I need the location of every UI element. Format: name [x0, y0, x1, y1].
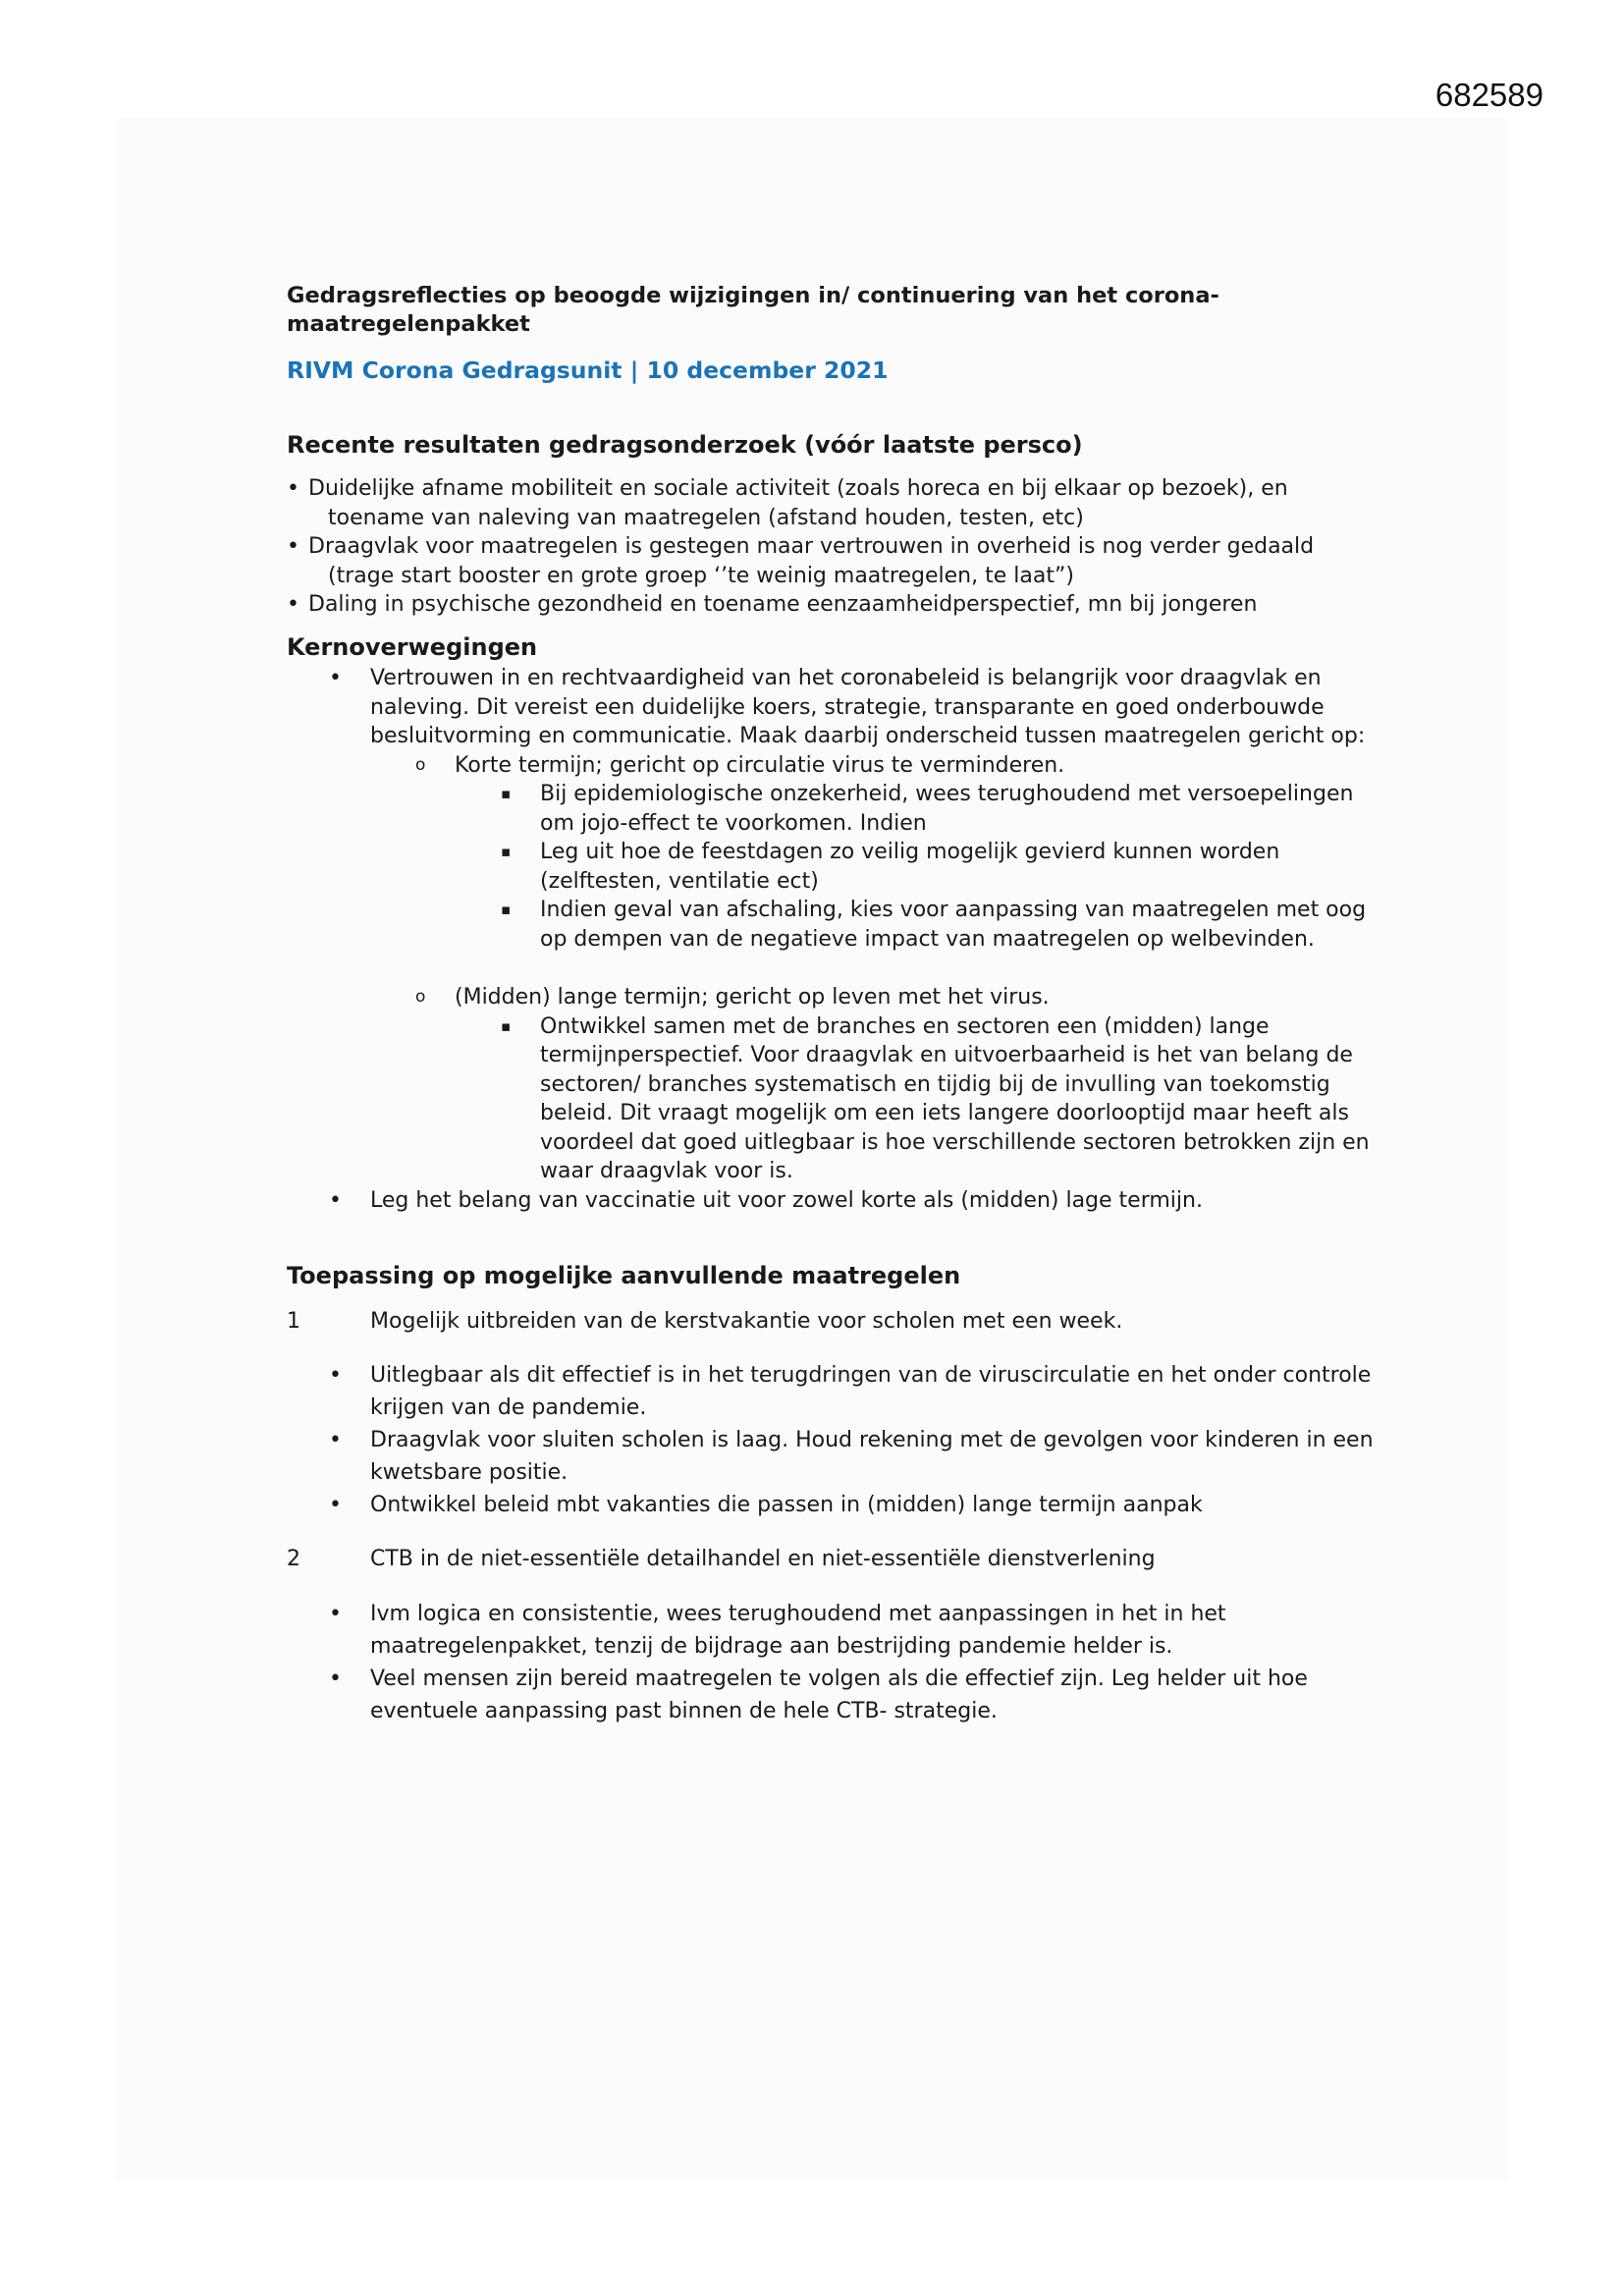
list-item: • Draagvlak voor maatregelen is gestegen maar vertrouwen in overheid is nog verder gedaald (trage start booster en grote groep ‘’te weinig maatregelen, te laat”): [287, 532, 1377, 590]
long-term-list: [455, 1012, 1377, 1186]
term-item-long: [287, 983, 1377, 1186]
list-item: ▪ Bij epidemiologische onzekerheid, wees terughoudend met versoepelingen om jojo-effect te voorkomen. Indien: [287, 780, 1377, 838]
list-item: ▪ Ontwikkel samen met de branches en sectoren een (midden) lange termijnperspectief. Voor draagvlak en uitvoerbaarheid is het van belang de sectoren/ branches systematisch en tijdig bij de invulling van toekomstig beleid. Dit vraagt mogelijk om een iets langere doorlooptijd maar heeft als voordeel dat goed uitlegbaar is hoe verschillende sectoren betrokken zijn en waar draagvlak voor is.: [287, 1012, 1377, 1186]
list-item: • Duidelijke afname mobiliteit en sociale activiteit (zoals horeca en bij elkaar op bezoek), en toename van naleving van maatregelen (afstand houden, testen, etc): [287, 474, 1377, 532]
measure-bullets: [287, 1359, 1377, 1521]
section-heading-application: Toepassing op mogelijke aanvullende maatregelen: [287, 1262, 961, 1289]
list-item: • Uitlegbaar als dit effectief is in het terugdringen van de viruscirculatie en het onder controle krijgen van de pandemie.: [287, 1359, 1377, 1424]
document-subtitle: RIVM Corona Gedragsunit | 10 december 2021: [287, 356, 889, 384]
term-list: [370, 751, 1377, 1186]
list-item: ▪ Indien geval van afschaling, kies voor aanpassing van maatregelen met oog op dempen van de negatieve impact van maatregelen op welbevinden.: [287, 896, 1377, 954]
measure-text: CTB in de niet-essentiële detailhandel en niet-essentiële dienstverlening: [370, 1547, 1156, 1571]
measure-item: [287, 1545, 1377, 1574]
short-term-list: [455, 780, 1377, 954]
list-item: • Ivm logica en consistentie, wees terughoudend met aanpassingen in het in het maatregelenpakket, tenzij de bijdrage aan bestrijding pandemie helder is.: [287, 1598, 1377, 1663]
document-title: Gedragsreflecties op beoogde wijzigingen in/ continuering van het corona-maatregelenpakket: [287, 283, 1219, 337]
list-item: • Daling in psychische gezondheid en toename eenzaamheidperspectief, mn bij jongeren: [287, 590, 1377, 620]
list-item-text: Vertrouwen in en rechtvaardigheid van het coronabeleid is belangrijk voor draagvlak en naleving. Dit vereist een duidelijke koers, strategie, transparante en goed onderbouwde besluitvorming en communicatie. Maak daarbij onderscheid tussen maatregelen gericht op:: [370, 666, 1366, 748]
list-item: • Leg het belang van vaccinatie uit voor zowel korte als (midden) lage termijn.: [287, 1186, 1377, 1216]
list-item: ▪ Leg uit hoe de feestdagen zo veilig mogelijk gevierd kunnen worden (zelftesten, ventilatie ect): [287, 838, 1377, 896]
document-body: [287, 282, 1377, 1751]
term-label: Korte termijn; gericht op circulatie virus te verminderen.: [455, 752, 1065, 778]
list-item: • Veel mensen zijn bereid maatregelen te volgen als die effectief zijn. Leg helder uit hoe eventuele aanpassing past binnen de hele CTB- strategie.: [287, 1663, 1377, 1727]
considerations-list: [287, 664, 1377, 1215]
list-item: [287, 664, 1377, 1186]
measure-number: 1: [287, 1308, 300, 1334]
measure-number: 2: [287, 1547, 300, 1571]
section-heading-results: Recente resultaten gedragsonderzoek (vóór laatste persco): [287, 430, 1083, 459]
term-item-short: [287, 751, 1377, 955]
document-number: 682589: [1435, 77, 1543, 113]
results-list: [287, 474, 1377, 620]
measure-item: [287, 1307, 1377, 1337]
term-label: (Midden) lange termijn; gericht op leven met het virus.: [455, 985, 1050, 1010]
list-item: • Draagvlak voor sluiten scholen is laag. Houd rekening met de gevolgen voor kinderen in een kwetsbare positie.: [287, 1424, 1377, 1489]
section-heading-considerations: Kernoverwegingen: [287, 632, 538, 661]
list-item: • Ontwikkel beleid mbt vakanties die passen in (midden) lange termijn aanpak: [287, 1489, 1377, 1521]
measure-text: Mogelijk uitbreiden van de kerstvakantie voor scholen met een week.: [370, 1308, 1123, 1334]
measure-bullets: [287, 1598, 1377, 1727]
